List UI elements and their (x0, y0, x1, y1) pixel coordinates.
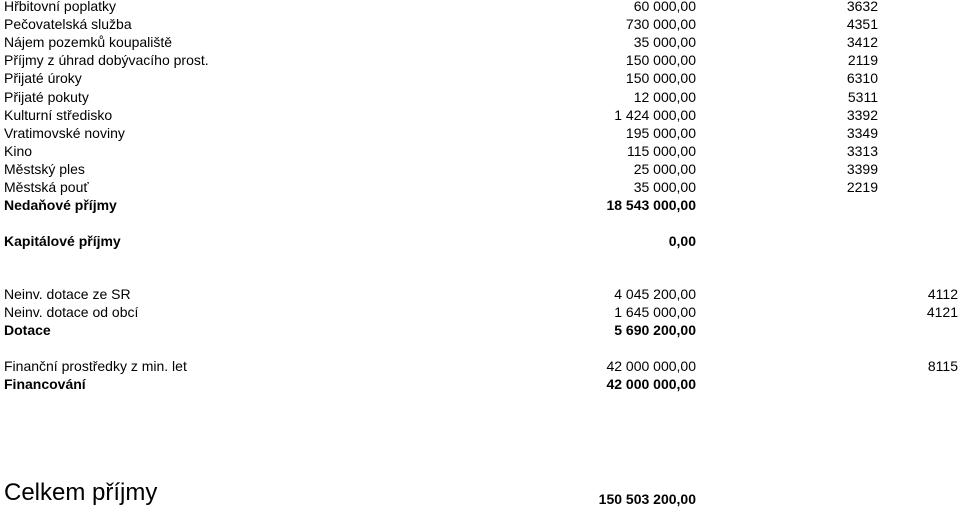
row-label: Kulturní středisko (4, 107, 113, 123)
row-amount: 0,00 (668, 233, 696, 249)
row-code: 2219 (846, 179, 878, 195)
row-code: 4112 (927, 286, 958, 302)
capital-total-row (0, 232, 960, 250)
row-label: Přijaté pokuty (4, 89, 89, 105)
financing-total-row (0, 375, 960, 393)
row-label: Nájem pozemků koupaliště (4, 34, 173, 50)
row-code: 2119 (847, 52, 878, 68)
table-row (0, 124, 960, 142)
row-amount: 42 000 000,00 (606, 376, 696, 392)
row-label: Dotace (4, 322, 51, 338)
non-tax-total-row (0, 196, 960, 214)
row-label: Finanční prostředky z min. let (4, 358, 187, 374)
table-row (0, 178, 960, 196)
table-row (0, 106, 960, 124)
row-label: Nedaňové příjmy (4, 197, 117, 213)
row-label: Neinv. dotace ze SR (4, 286, 131, 302)
grand-total-amount: 150 503 200,00 (598, 491, 696, 507)
row-amount: 150 000,00 (625, 70, 696, 86)
row-code: 3412 (846, 34, 878, 50)
row-label: Kapitálové příjmy (4, 233, 121, 249)
row-code: 4121 (926, 304, 958, 320)
row-code: 3349 (846, 125, 878, 141)
row-amount: 4 045 200,00 (614, 286, 696, 302)
row-label: Příjmy z úhrad dobývacího prost. (4, 52, 209, 68)
row-amount: 150 000,00 (625, 52, 696, 68)
row-amount: 35 000,00 (633, 179, 696, 195)
row-amount: 1 645 000,00 (614, 304, 696, 320)
table-row (0, 285, 960, 303)
table-row (0, 33, 960, 51)
row-amount: 12 000,00 (633, 89, 696, 105)
row-amount: 730 000,00 (625, 16, 696, 32)
row-code: 5311 (847, 89, 878, 105)
row-code: 3313 (846, 143, 878, 159)
row-amount: 42 000 000,00 (606, 358, 696, 374)
row-code: 6310 (846, 70, 878, 86)
table-row (0, 69, 960, 87)
row-label: Městská pouť (4, 179, 89, 195)
grants-total-row (0, 321, 960, 339)
table-row (0, 0, 960, 15)
row-amount: 5 690 200,00 (614, 322, 696, 338)
table-row (0, 15, 960, 33)
row-label: Hřbitovní poplatky (4, 0, 117, 14)
row-code: 4351 (846, 16, 878, 32)
table-row (0, 303, 960, 321)
row-amount: 1 424 000,00 (614, 107, 696, 123)
row-label: Přijaté úroky (4, 70, 82, 86)
row-amount: 35 000,00 (633, 34, 696, 50)
row-code: 3392 (846, 107, 878, 123)
table-row (0, 357, 960, 375)
row-amount: 25 000,00 (633, 161, 696, 177)
row-amount: 115 000,00 (626, 143, 696, 159)
row-code: 3632 (846, 0, 878, 14)
row-label: Kino (4, 143, 33, 159)
row-amount: 195 000,00 (625, 125, 696, 141)
row-label: Vratimovské noviny (4, 125, 125, 141)
row-amount: 60 000,00 (633, 0, 696, 14)
row-label: Městský ples (4, 161, 85, 177)
grand-total-label: Celkem příjmy (4, 479, 158, 506)
row-code: 8115 (927, 358, 958, 374)
table-row (0, 88, 960, 106)
row-code: 3399 (846, 161, 878, 177)
table-row (0, 160, 960, 178)
row-label: Neinv. dotace od obcí (4, 304, 139, 320)
table-row (0, 142, 960, 160)
row-label: Pečovatelská služba (4, 16, 132, 32)
row-label: Financování (4, 376, 86, 392)
row-amount: 18 543 000,00 (606, 197, 696, 213)
table-row (0, 51, 960, 69)
